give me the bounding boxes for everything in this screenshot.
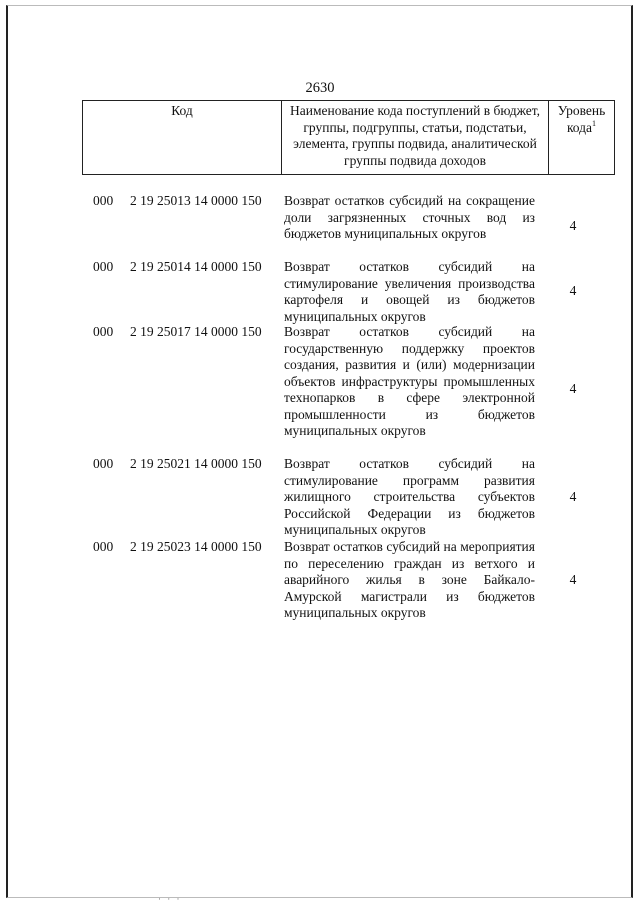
header-row bbox=[83, 101, 615, 175]
header-level-label: Уровень кода bbox=[557, 103, 606, 135]
row-name: Возврат остатков субсидий на стимулирование программ развития жилищного строительства субъектов Российской Федерации из бюджетов муниципальных округов bbox=[284, 456, 535, 537]
row-prefix: 000 bbox=[93, 539, 114, 554]
row-name: Возврат остатков субсидий на мероприятия по переселению граждан из ветхого и аварийного жилья в зоне Байкало-Амурской магистрали из бюджетов муниципальных округов bbox=[284, 539, 535, 620]
header-code-label: Код bbox=[171, 103, 193, 118]
header-name-label: Наименование кода поступлений в бюджет, группы, подгруппы, статьи, подстатьи, элемента, группы подвида, аналитической группы подвида доходов bbox=[289, 103, 540, 168]
row-level: 4 bbox=[569, 283, 577, 298]
page-number: 2630 bbox=[305, 80, 335, 96]
row-code: 2 19 25013 14 0000 150 bbox=[130, 193, 262, 208]
header-table bbox=[82, 100, 615, 175]
header-level-footnote: 1 bbox=[592, 118, 597, 128]
row-level: 4 bbox=[569, 381, 577, 396]
row-code: 2 19 25014 14 0000 150 bbox=[130, 259, 262, 274]
row-level: 4 bbox=[569, 218, 577, 233]
row-name: Возврат остатков субсидий на стимулирование увеличения производства картофеля и овощей из бюджетов муниципальных округов bbox=[284, 259, 535, 324]
row-prefix: 000 bbox=[93, 456, 114, 471]
header-level bbox=[549, 101, 615, 175]
row-level: 4 bbox=[569, 572, 577, 587]
row-name: Возврат остатков субсидий на сокращение доли загрязненных сточных вод из бюджетов муниципальных округов bbox=[284, 193, 535, 241]
row-code: 2 19 25017 14 0000 150 bbox=[130, 324, 262, 339]
scan-artifact-marks: · · · bbox=[158, 894, 182, 904]
row-code: 2 19 25023 14 0000 150 bbox=[130, 539, 262, 554]
row-prefix: 000 bbox=[93, 193, 114, 208]
row-level: 4 bbox=[569, 489, 577, 504]
header-name bbox=[282, 101, 549, 175]
row-code: 2 19 25021 14 0000 150 bbox=[130, 456, 262, 471]
row-prefix: 000 bbox=[93, 259, 114, 274]
row-name: Возврат остатков субсидий на государственную поддержку проектов создания, развития и (или) модернизации объектов инфраструктуры промышленных технопарков в сфере электронной промышленности из бюджетов муниципальных округов bbox=[284, 324, 535, 438]
row-prefix: 000 bbox=[93, 324, 114, 339]
header-code bbox=[83, 101, 282, 175]
